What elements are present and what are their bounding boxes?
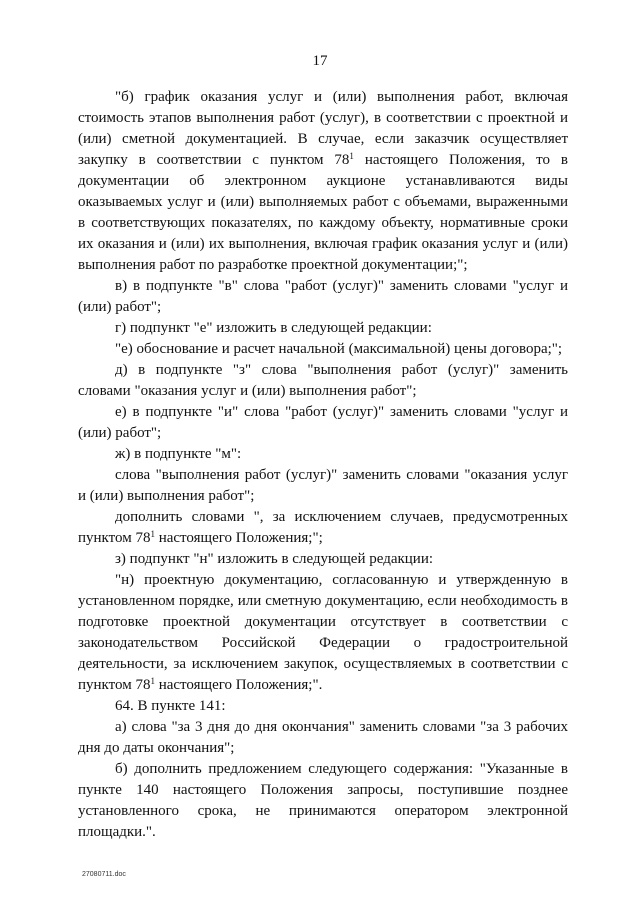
paragraph-b-schedule: "б) график оказания услуг и (или) выполнения работ, включая стоимость этапов выполнения работ (услуг), в соответствии с проектной и (или) сметной документацией. В случае, если заказчик осуществляет закупку в соответствии с пунктом $78^1$ настоящего Положения, то в документации об электронном аукционе устанавливаются виды оказываемых услуг и (или) выполняемых работ с объемами, выраженными в соответствующих показателях, по каждому объекту, нормативные сроки их оказания и (или) их выполнения, включая график оказания услуг и (или) выполнения работ по разработке проектной документации;"; (78, 89, 568, 273)
superscript: 1 (150, 529, 155, 539)
paragraph-zh-add: дополнить словами ", за исключением случаев, предусмотренных пунктом $78^1$ настоящего Положения;"; (78, 509, 568, 546)
file-reference: 27080711.doc (82, 871, 126, 878)
paragraph-64: 64. В пункте 141: (115, 698, 226, 714)
page-number: 17 (312, 53, 328, 69)
paragraph-v: в) в подпункте "в" слова "работ (услуг)" заменить словами "услуг и (или) работ"; (78, 278, 568, 315)
superscript: 1 (150, 676, 155, 686)
paragraph-a: а) слова "за 3 дня до дня окончания" заменить словами "за 3 рабочих дня до даты окончания"; (78, 719, 568, 756)
paragraph-e: е) в подпункте "и" слова "работ (услуг)" заменить словами "услуг и (или) работ"; (78, 404, 568, 441)
paragraph-z: з) подпункт "н" изложить в следующей редакции: (115, 551, 434, 567)
paragraph-g: г) подпункт "е" изложить в следующей редакции: (115, 320, 432, 336)
paragraph-e-quote: "е) обоснование и расчет начальной (максимальной) цены договора;"; (115, 341, 563, 357)
paragraph-zh: ж) в подпункте "м": (115, 446, 242, 462)
paragraph-zh-words: слова "выполнения работ (услуг)" заменить словами "оказания услуг и (или) выполнения работ"; (78, 467, 568, 504)
document-body (78, 87, 568, 843)
paragraph-d: д) в подпункте "з" слова "выполнения работ (услуг)" заменить словами "оказания услуг и (или) выполнения работ"; (78, 362, 568, 399)
paragraph-n-quote: "н) проектную документацию, согласованную и утвержденную в установленном порядке, или сметную документацию, если необходимость в подготовке проектной документации отсутствует в соответствии с законодательством Российской Федерации о градостроительной деятельности, за исключением закупок, осуществляемых в соответствии с пунктом $78^1$ настоящего Положения;". (78, 572, 568, 693)
paragraph-b-add: б) дополнить предложением следующего содержания: "Указанные в пункте 140 настоящего Положения запросы, поступившие позднее установленного срока, не принимаются оператором электронной площадки.". (78, 761, 568, 840)
superscript: 1 (349, 151, 354, 161)
